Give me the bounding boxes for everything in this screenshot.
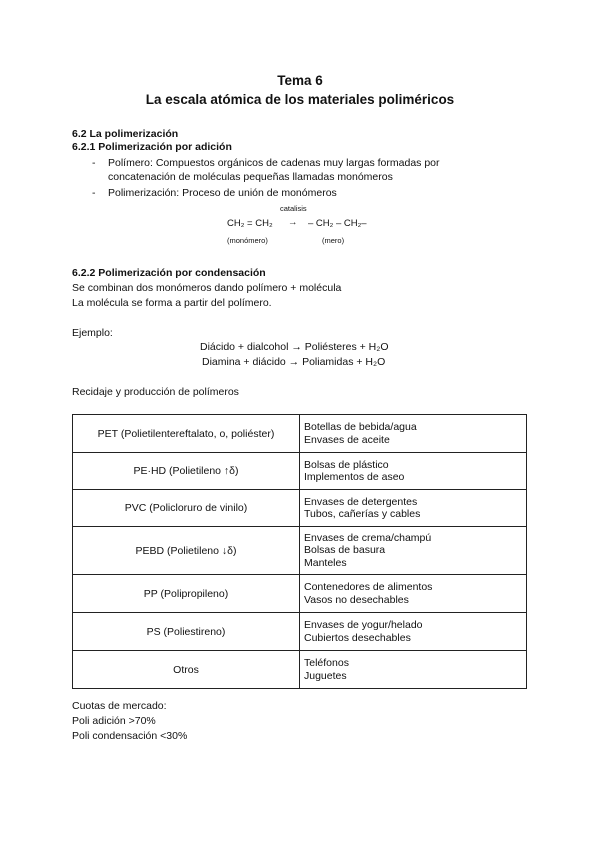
use-item: Juguetes xyxy=(304,669,347,682)
uses-cell xyxy=(300,575,527,613)
table-row xyxy=(73,490,527,527)
use-item: Envases de aceite xyxy=(304,433,390,446)
use-item: Botellas de bebida/agua xyxy=(304,421,417,433)
table-row xyxy=(73,613,527,651)
market-label: Cuotas de mercado: xyxy=(72,700,167,712)
formula-monomer-label: (monómero) xyxy=(227,236,268,245)
use-item: Bolsas de basura xyxy=(304,544,386,557)
uses-cell xyxy=(300,527,527,575)
example-polyamide: Diamina + diácido → Poliamidas + H₂O xyxy=(202,356,386,368)
use-item: Envases de crema/champú xyxy=(304,531,432,544)
use-item: Envases de detergentes xyxy=(304,495,418,508)
page-subtitle: La escala atómica de los materiales poliméricos xyxy=(145,92,455,107)
use-item: Cubiertos desechables xyxy=(304,631,411,644)
uses-cell xyxy=(300,613,527,651)
table-row xyxy=(73,415,527,453)
condensation-line1: Se combinan dos monómeros dando polímero + molécula xyxy=(72,282,342,294)
formula-arrow: → xyxy=(288,217,298,228)
table-row xyxy=(73,575,527,613)
market-condensation: Poli condensación <30% xyxy=(72,730,188,742)
table-row xyxy=(73,651,527,689)
use-item: Contenedores de alimentos xyxy=(304,581,433,593)
use-item: Vasos no desechables xyxy=(304,593,409,606)
uses-cell xyxy=(300,415,527,453)
polymer-cell: PS (Poliestireno) xyxy=(73,613,300,651)
bullet-dash: - xyxy=(92,187,96,199)
polymer-cell: PE·HD (Polietileno ↑δ) xyxy=(73,453,300,490)
uses-cell xyxy=(300,651,527,689)
bullet-polimerizacion: Polimerización: Proceso de unión de monómeros xyxy=(108,187,337,199)
section-heading-6-2-1: 6.2.1 Polimerización por adición xyxy=(72,141,232,153)
use-item: Envases de yogur/helado xyxy=(304,619,423,631)
market-addition: Poli adición >70% xyxy=(72,715,156,727)
condensation-line2: La molécula se forma a partir del polímero. xyxy=(72,297,272,309)
use-item: Teléfonos xyxy=(304,657,349,669)
polymer-cell: PVC (Policloruro de vinilo) xyxy=(73,490,300,527)
polymer-cell: PP (Polipropileno) xyxy=(73,575,300,613)
polymer-cell: Otros xyxy=(73,651,300,689)
section-heading-6-2: 6.2 La polimerización xyxy=(72,128,179,140)
use-item: Implementos de aseo xyxy=(304,471,405,483)
polymer-cell: PET (Polietilentereftalato, o, poliéster) xyxy=(73,415,300,453)
formula-catalyst: catalisis xyxy=(280,204,307,213)
formula-mer: – CH₂ – CH₂– xyxy=(308,218,367,229)
bullet-polimero-line1: Polímero: Compuestos orgánicos de cadenas muy largas formadas por xyxy=(108,157,440,169)
formula-mer-label: (mero) xyxy=(322,236,345,245)
bullet-dash: - xyxy=(92,157,96,169)
formula-monomer: CH₂ = CH₂ xyxy=(227,218,273,229)
recycling-table xyxy=(72,414,527,689)
use-item: Manteles xyxy=(304,556,347,569)
table-row xyxy=(73,527,527,575)
bullet-polimero-line2: concatenación de moléculas pequeñas llamadas monómeros xyxy=(108,171,393,183)
section-heading-6-2-2: 6.2.2 Polimerización por condensación xyxy=(72,267,266,279)
uses-cell xyxy=(300,490,527,527)
example-polyester: Diácido + dialcohol → Poliésteres + H₂O xyxy=(200,341,389,353)
uses-cell xyxy=(300,453,527,490)
use-item: Bolsas de plástico xyxy=(304,458,389,471)
page-title: Tema 6 xyxy=(277,73,323,88)
example-label: Ejemplo: xyxy=(72,327,113,339)
use-item: Tubos, cañerías y cables xyxy=(304,508,421,520)
recycling-heading: Recidaje y producción de polímeros xyxy=(72,386,239,398)
polymer-cell: PEBD (Polietileno ↓δ) xyxy=(73,527,300,575)
table-row xyxy=(73,453,527,490)
